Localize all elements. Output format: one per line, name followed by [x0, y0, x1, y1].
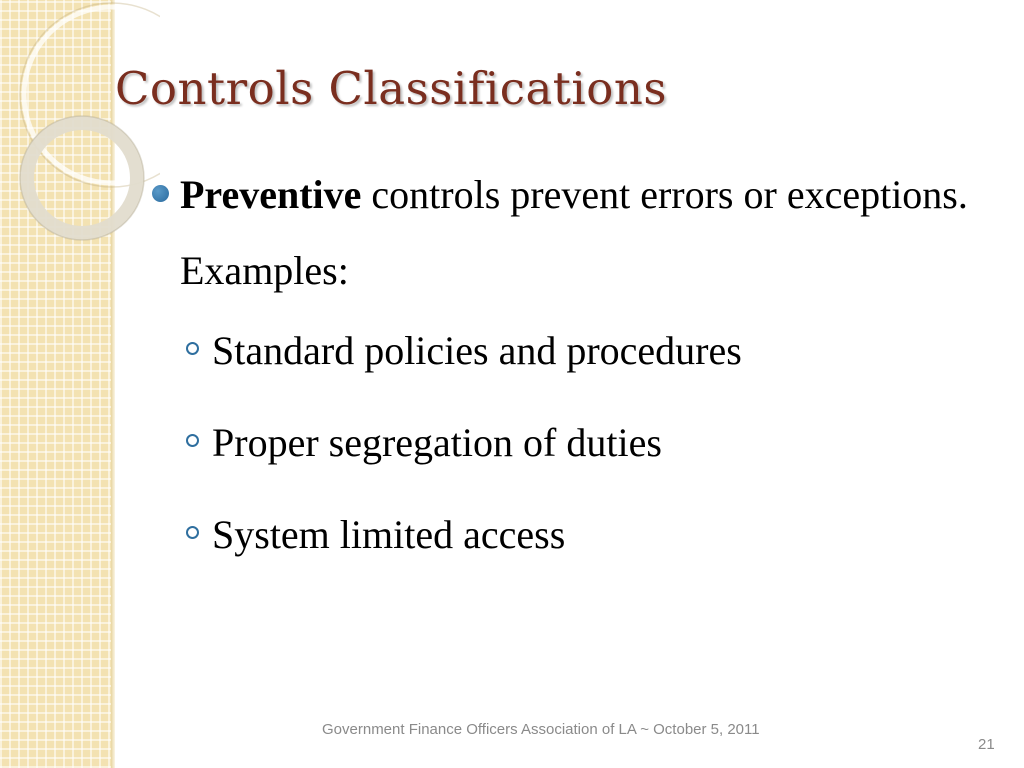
hollow-circle-bullet-icon [186, 342, 199, 355]
slide-title: Controls Classifications [115, 62, 667, 115]
sub-bullet-text: Proper segregation of duties [212, 420, 662, 465]
sub-bullet-text: Standard policies and procedures [212, 328, 742, 373]
hollow-circle-bullet-icon [186, 526, 199, 539]
decorative-rings [0, 0, 160, 260]
sub-bullet-item [150, 510, 1010, 560]
sub-bullet-text: System limited access [212, 512, 566, 557]
sub-bullet-item [150, 418, 1010, 468]
slide-body [150, 165, 1010, 560]
bullet-dot-icon [152, 185, 169, 202]
page-number: 21 [978, 736, 995, 753]
bullet-item-preventive [150, 165, 1010, 224]
hollow-circle-bullet-icon [186, 434, 199, 447]
slide-footer: Government Finance Officers Association of LA ~ October 5, 2011 [322, 721, 760, 738]
sub-bullet-item [150, 326, 1010, 376]
bullet-text: controls prevent errors or exceptions. [361, 172, 968, 217]
examples-label: Examples: [180, 248, 349, 293]
bullet-term: Preventive [180, 172, 362, 217]
